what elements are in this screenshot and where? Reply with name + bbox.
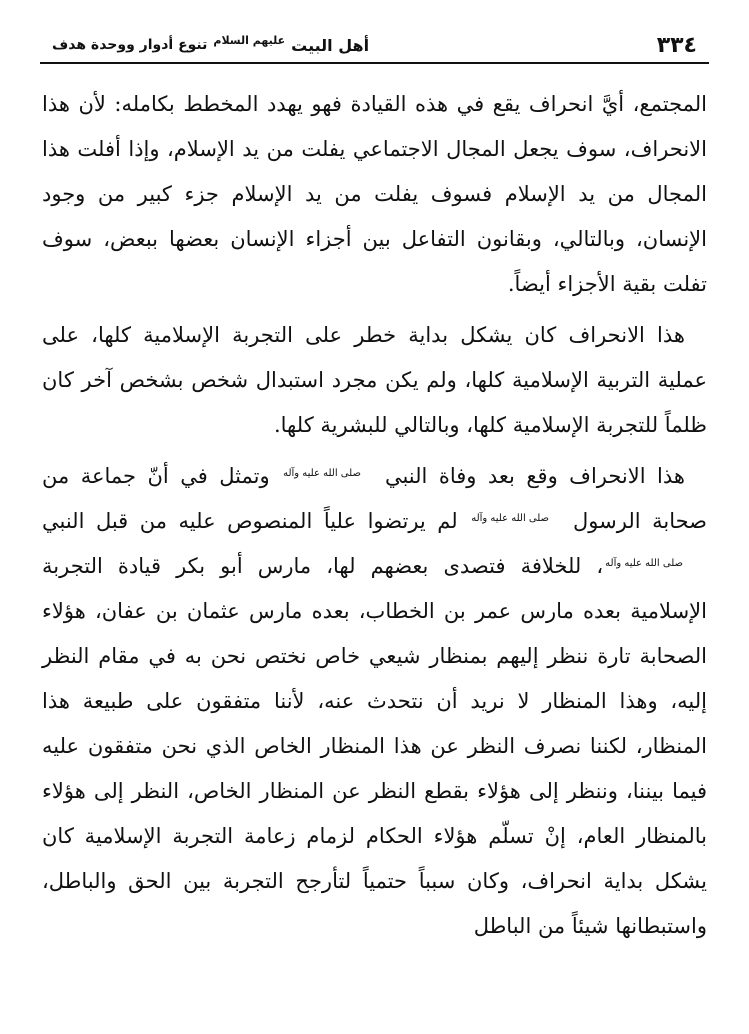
page-number: ٣٣٤ — [656, 32, 697, 58]
header-rule — [40, 62, 709, 64]
honorific-glyph-icon: عليهم السلام — [213, 33, 286, 47]
paragraph-text: هذا الانحراف وقع بعد وفاة النبي — [384, 464, 685, 488]
paragraph-text: المجتمع، أيَّ انحراف يقع في هذه القيادة فهو يهدد المخطط بكامله: لأن هذا الانحراف، سوف يجعل المجال الاجتماعي يفلت من يد الإسلام، وإذا أفلت هذا المجال من يد الإسلام فسوف يفلت من يد الإسلام جزء كبير من وجود الإنسان، وبالتالي، وبقانون التفاعل بين أجزاء الإنسان بعضها ببعض، سوف تفلت بقية الأجزاء أيضاً. — [42, 92, 707, 296]
body-text — [42, 82, 707, 949]
paragraph-text: وتمثل في أنّ جماعة من صحابة الرسول — [42, 464, 707, 533]
paragraph-3 — [42, 454, 707, 949]
paragraph-1 — [42, 82, 707, 307]
paragraph-text: ، للخلافة فتصدى بعضهم لها، مارس أبو بكر قيادة التجربة الإسلامية بعده مارس عمر بن الخطاب، بعده مارس عثمان بن عفان، هؤلاء الصحابة تارة ننظر إليهم بمنظار شيعي خاص نختص نحن به في مقام النظر إليه، وهذا المنظار لا نريد أن نتحدث عنه، لأننا متفقون على طبيعة هذا المنظار، لكننا نصرف النظر عن هذا المنظار الخاص الذي نحن متفقون عليه فيما بيننا، وننظر إلى هؤلاء بقطع النظر عن المنظار الخاص، النظر إلى هؤلاء بالمنظار العام، إنْ تسلّم هؤلاء الحكام لزمام زعامة التجربة الإسلامية كان يشكل بداية انحراف، وكان سبباً حتمياً لتأرجح التجربة بين الحق والباطل، واستبطانها شيئاً من الباطل — [42, 554, 707, 938]
paragraph-text: هذا الانحراف كان يشكل بداية خطر على التجربة الإسلامية كلها، على عملية التربية الإسلامية كلها، ولم يكن مجرد استبدال شخص بشخص آخر كان ظلماً للتجربة الإسلامية كلها، وبالتالي للبشرية كلها. — [42, 323, 707, 437]
salawat-glyph-icon: صلى الله عليه وآله — [471, 513, 550, 524]
paragraph-2 — [42, 313, 707, 448]
salawat-glyph-icon: صلى الله عليه وآله — [605, 558, 683, 569]
book-part-title: أهل البيت — [291, 35, 370, 55]
chapter-title: تنوع أدوار ووحدة هدف — [52, 37, 208, 53]
salawat-glyph-icon: صلى الله عليه وآله — [283, 468, 361, 479]
paragraph-text: لم يرتضوا علياً المنصوص عليه من قبل النبي — [42, 509, 458, 533]
running-title — [52, 33, 370, 55]
page-header — [52, 28, 697, 62]
